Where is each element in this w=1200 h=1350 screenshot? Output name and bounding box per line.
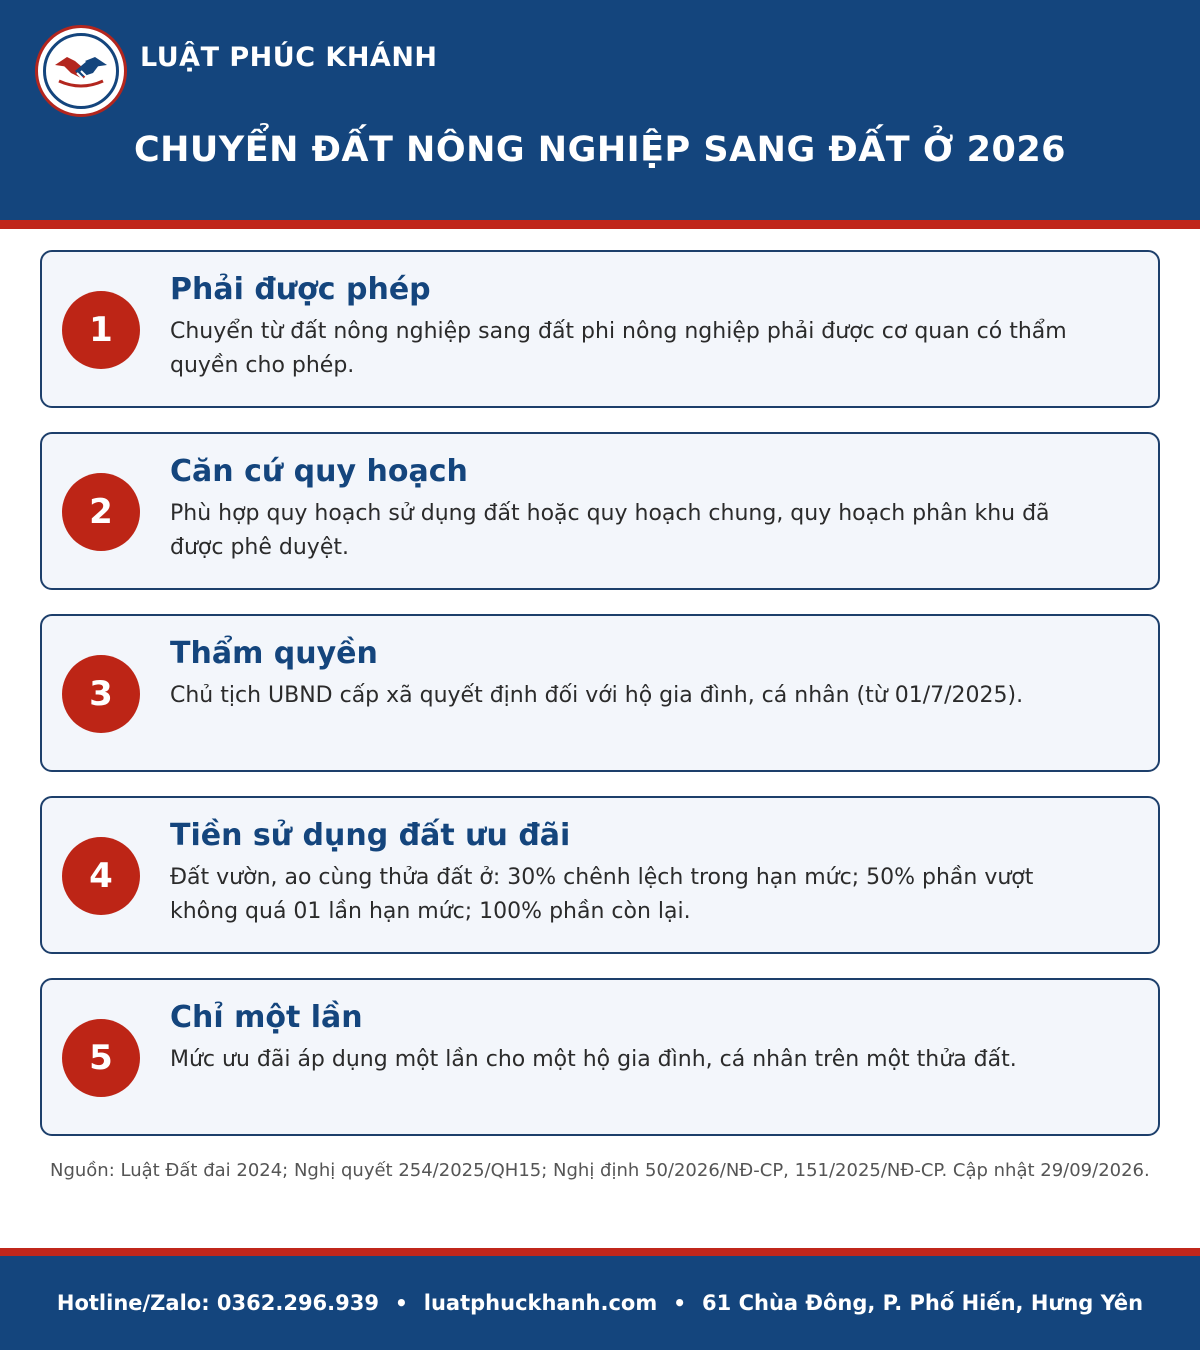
step-number: 1 <box>62 291 140 369</box>
header-divider <box>0 220 1200 229</box>
header-banner <box>0 0 1200 220</box>
step-number: 2 <box>62 473 140 551</box>
info-card-1 <box>40 250 1160 408</box>
card-title: Căn cứ quy hoạch <box>170 454 468 489</box>
step-number: 4 <box>62 837 140 915</box>
card-text: Mức ưu đãi áp dụng một lần cho một hộ gia đình, cá nhân trên một thửa đất. <box>170 1047 1017 1072</box>
card-text: Đất vườn, ao cùng thửa đất ở: 30% chênh lệch trong hạn mức; 50% phần vượt không quá 01 lần hạn mức; 100% phần còn lại. <box>170 865 1034 924</box>
card-text: Chuyển từ đất nông nghiệp sang đất phi nông nghiệp phải được cơ quan có thẩm quyền cho phép. <box>170 319 1067 378</box>
footer-separator: • <box>394 1291 408 1315</box>
footer-divider <box>0 1248 1200 1256</box>
step-number: 3 <box>62 655 140 733</box>
card-title: Thẩm quyền <box>170 636 378 671</box>
source-note: Nguồn: Luật Đất đai 2024; Nghị quyết 254/2025/QH15; Nghị định 50/2026/NĐ-CP, 151/2025/NĐ-CP. Cập nhật 29/09/2026. <box>50 1160 1150 1181</box>
footer-bar <box>0 1256 1200 1350</box>
card-text: Phù hợp quy hoạch sử dụng đất hoặc quy hoạch chung, quy hoạch phân khu đã được phê duyệt. <box>170 501 1050 560</box>
logo <box>35 25 127 117</box>
info-card-5 <box>40 978 1160 1136</box>
card-title: Phải được phép <box>170 272 431 307</box>
card-text: Chủ tịch UBND cấp xã quyết định đối với hộ gia đình, cá nhân (từ 01/7/2025). <box>170 683 1024 708</box>
handshake-icon <box>53 51 109 91</box>
step-number: 5 <box>62 1019 140 1097</box>
brand-name: LUẬT PHÚC KHÁNH <box>140 42 438 73</box>
footer-address: 61 Chùa Đông, P. Phố Hiến, Hưng Yên <box>702 1291 1144 1315</box>
card-title: Tiền sử dụng đất ưu đãi <box>170 818 571 853</box>
footer-separator: • <box>673 1291 687 1315</box>
footer-website[interactable]: luatphuckhanh.com <box>423 1291 658 1315</box>
card-title: Chỉ một lần <box>170 1000 363 1035</box>
footer-hotline[interactable]: Hotline/Zalo: 0362.296.939 <box>56 1291 379 1315</box>
page-title: CHUYỂN ĐẤT NÔNG NGHIỆP SANG ĐẤT Ở 2026 <box>133 130 1067 170</box>
info-card-4 <box>40 796 1160 954</box>
info-card-3 <box>40 614 1160 772</box>
info-card-2 <box>40 432 1160 590</box>
